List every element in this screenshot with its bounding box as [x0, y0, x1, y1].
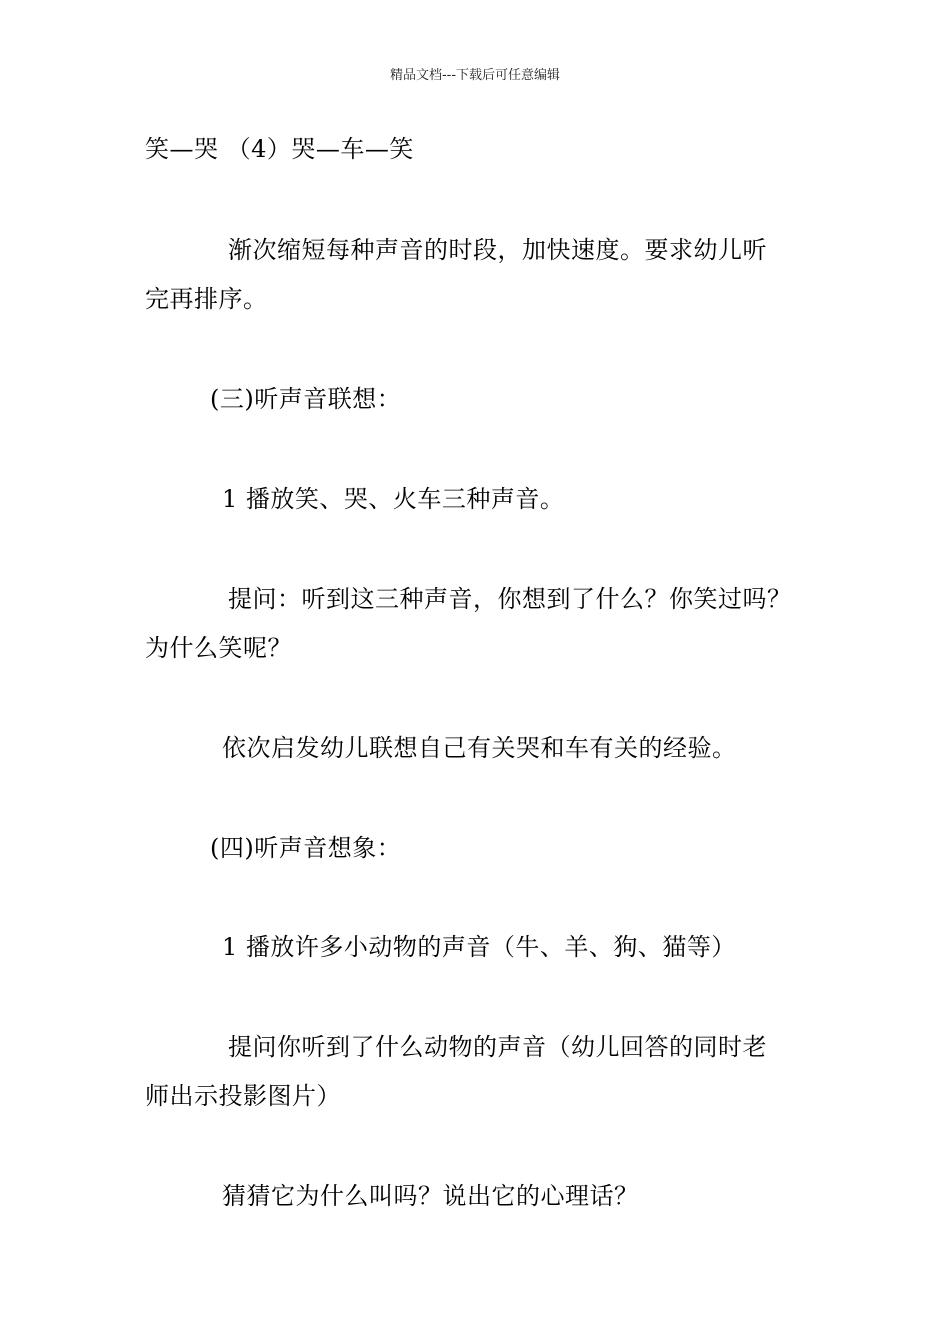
text-line-step-1: 1 播放笑、哭、火车三种声音。 [222, 485, 565, 513]
page-header: 精品文档---下载后可任意编辑 [389, 68, 561, 83]
section-heading-3: (三)听声音联想： [210, 385, 402, 413]
text-line-guess: 猜猜它为什么叫吗？说出它的心理话？ [222, 1182, 639, 1210]
text-line-instruction: 渐次缩短每种声音的时段，加快速度。要求幼儿听 [228, 236, 767, 264]
text-line-question: 提问：听到这三种声音，你想到了什么？你笑过吗？ [228, 585, 792, 613]
text-line-sequence: 笑—哭 （4）哭—车—笑 [145, 135, 414, 163]
text-line-step-1b: 1 播放许多小动物的声音（牛、羊、狗、猫等） [222, 933, 736, 961]
text-line-instruction-cont: 完再排序。 [145, 285, 268, 313]
text-line-question-2: 提问你听到了什么动物的声音（幼儿回答的同时老 [228, 1033, 767, 1061]
text-line-question-2-cont: 师出示投影图片） [145, 1082, 341, 1110]
text-line-guide: 依次启发幼儿联想自己有关哭和车有关的经验。 [222, 734, 737, 762]
text-line-question-cont: 为什么笑呢？ [145, 634, 292, 662]
section-heading-4: (四)听声音想象： [210, 834, 402, 862]
